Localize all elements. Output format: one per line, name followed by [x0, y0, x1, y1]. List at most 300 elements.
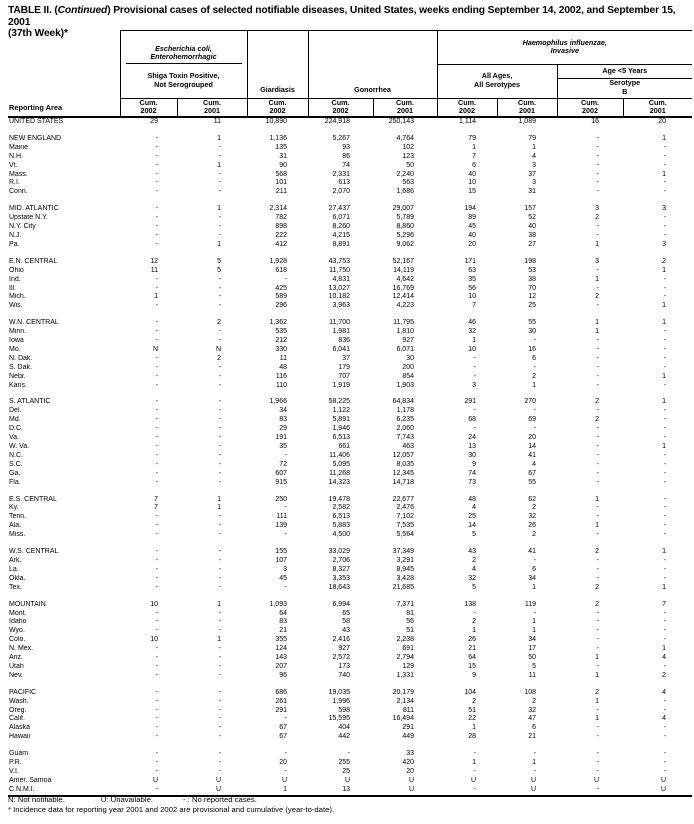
value-cell: - [663, 345, 667, 353]
all-ages-header: All Ages, All Serotypes [437, 64, 557, 98]
value-cell: 51 [468, 706, 476, 714]
value-cell: - [218, 293, 221, 301]
table-title-line2: (37th Week)* [8, 28, 68, 39]
value-cell: 1 [532, 143, 536, 151]
value-cell: 33,029 [328, 548, 350, 556]
value-cell: 2 [595, 600, 599, 608]
table-header [8, 31, 692, 118]
value-cell: - [218, 548, 221, 556]
value-cell: 1,178 [396, 407, 414, 415]
value-cell: 4,223 [396, 302, 414, 310]
value-cell: - [218, 706, 221, 714]
value-cell: - [218, 556, 221, 564]
area-cell: S.C. [9, 460, 23, 468]
value-cell: 1,966 [269, 398, 287, 406]
value-cell: 18,643 [328, 583, 350, 591]
value-cell: 14,323 [328, 478, 350, 486]
value-cell: 618 [275, 266, 287, 274]
value-cell: - [284, 768, 287, 775]
value-cell: 50 [406, 161, 414, 169]
value-cell: 19,478 [328, 495, 350, 503]
table-row [8, 188, 692, 197]
value-cell: - [596, 460, 599, 468]
value-cell: 8,260 [332, 223, 350, 231]
value-cell: 15,595 [328, 715, 350, 723]
value-cell: 47 [528, 715, 536, 723]
value-cell: 3 [595, 205, 599, 213]
table-row [8, 258, 692, 267]
title-main: ) Provisional cases of selected notifiable diseases, United States, weeks ending September 14, 2002, and September 15, 2001 [8, 5, 676, 28]
value-cell: 11,406 [329, 451, 350, 459]
value-cell: 563 [402, 179, 414, 187]
value-cell: 33 [406, 750, 414, 758]
value-cell: 2 [595, 583, 599, 591]
area-cell: UNITED STATES [9, 118, 64, 125]
value-cell: N [215, 345, 221, 353]
legend-unavailable: U: Unavailable. [100, 795, 153, 804]
value-cell: 191 [275, 434, 287, 442]
value-cell: - [155, 416, 158, 424]
value-cell: 51 [406, 627, 414, 635]
value-cell: 211 [275, 188, 287, 196]
value-cell: - [663, 460, 667, 468]
area-cell: E.S. CENTRAL [9, 495, 57, 503]
value-cell: 11,268 [329, 469, 350, 477]
value-cell: 74 [342, 161, 350, 169]
value-cell: 1 [217, 636, 221, 644]
value-cell: 16,769 [392, 284, 414, 292]
value-cell: 2,706 [332, 556, 350, 564]
value-cell: 8,327 [332, 565, 350, 573]
value-cell: 1 [532, 759, 536, 767]
value-cell: 10 [150, 636, 158, 644]
area-cell: C.N.M.I. [9, 785, 35, 793]
value-cell: - [218, 451, 221, 459]
value-cell: 86 [342, 152, 350, 160]
value-cell: 1 [532, 627, 536, 635]
value-cell: - [596, 513, 599, 521]
value-cell: 12 [528, 293, 536, 301]
value-cell: 1 [217, 495, 221, 503]
value-cell: 11,795 [393, 319, 414, 327]
table-row [8, 214, 692, 223]
value-cell: 5 [532, 662, 536, 670]
value-cell: - [218, 750, 221, 758]
cum-year-header: Cum. 2002 [120, 98, 177, 117]
value-cell: 2 [595, 398, 599, 406]
value-cell: 43 [342, 627, 350, 635]
value-cell: 11,700 [329, 319, 350, 327]
value-cell: 2 [532, 372, 536, 380]
value-cell: 31 [528, 188, 536, 196]
value-cell: - [473, 785, 476, 793]
table-row [8, 566, 692, 575]
value-cell: 35 [468, 275, 476, 283]
value-cell: - [218, 478, 221, 486]
value-cell: - [218, 627, 221, 635]
table-row [8, 724, 692, 733]
value-cell: - [533, 768, 536, 775]
value-cell: - [155, 645, 158, 653]
area-cell: Ariz. [9, 654, 23, 662]
value-cell: 8,035 [396, 460, 414, 468]
value-cell: 102 [402, 143, 414, 151]
value-cell: 17 [528, 645, 536, 653]
value-cell: 123 [402, 152, 414, 160]
value-cell: 5,296 [396, 231, 414, 239]
value-cell: - [155, 161, 158, 169]
value-cell: 16 [528, 345, 536, 353]
value-cell: 2,331 [332, 170, 350, 178]
value-cell: 14 [528, 443, 536, 450]
value-cell: 70 [528, 284, 536, 292]
cum-year-header: Cum. 2001 [373, 98, 437, 117]
value-cell: - [155, 407, 158, 415]
value-cell: 72 [279, 460, 287, 468]
table-row [8, 689, 692, 698]
value-cell: 20 [528, 434, 536, 442]
value-cell: 34 [528, 636, 536, 644]
value-cell: - [218, 143, 221, 151]
value-cell: 14,718 [392, 478, 414, 486]
value-cell: 11 [213, 118, 221, 125]
value-cell: 25 [468, 513, 476, 521]
area-cell: Kans. [9, 381, 27, 389]
value-cell: - [663, 416, 667, 424]
shiga-toxin-header: Shiga Toxin Positive, Not Serogrouped [120, 64, 247, 98]
value-cell: 2 [532, 697, 536, 705]
table-row [8, 117, 692, 127]
value-cell: - [533, 407, 536, 415]
value-cell: - [596, 662, 599, 670]
value-cell: 707 [338, 372, 350, 380]
value-cell: 661 [338, 443, 350, 450]
value-cell: 173 [338, 662, 350, 670]
value-cell: - [155, 460, 158, 468]
value-cell: 6 [532, 565, 536, 573]
value-cell: - [155, 513, 158, 521]
value-cell: 26 [528, 522, 536, 530]
value-cell: U [660, 785, 667, 793]
value-cell: U [530, 785, 536, 793]
value-cell: - [284, 275, 287, 283]
value-cell: - [155, 531, 158, 539]
value-cell: - [663, 161, 667, 169]
value-cell: 11,750 [329, 266, 350, 274]
value-cell: - [218, 565, 221, 573]
group-gap [8, 540, 692, 548]
value-cell: 194 [464, 205, 476, 213]
value-cell: 26 [468, 636, 476, 644]
value-cell: - [533, 363, 536, 371]
value-cell: - [663, 469, 667, 477]
value-cell: - [663, 609, 667, 617]
value-cell: - [663, 531, 667, 539]
value-cell: 157 [524, 205, 536, 213]
value-cell: 55 [528, 319, 536, 327]
value-cell: - [596, 188, 599, 196]
area-cell: NEW ENGLAND [9, 134, 62, 142]
value-cell: 2,572 [332, 654, 350, 662]
value-cell: - [155, 223, 158, 231]
area-cell: MID. ATLANTIC [9, 205, 59, 213]
value-cell: - [663, 179, 667, 187]
value-cell: - [663, 697, 667, 705]
value-cell: - [663, 381, 667, 389]
value-cell: - [473, 354, 476, 362]
value-cell: 38 [528, 275, 536, 283]
value-cell: - [663, 662, 667, 670]
table-body [8, 117, 692, 796]
value-cell: - [596, 425, 599, 433]
area-cell: Ga. [9, 469, 21, 477]
value-cell: 96 [279, 671, 287, 679]
value-cell: 1 [595, 697, 599, 705]
value-cell: 1 [532, 381, 536, 389]
table-row [8, 267, 692, 276]
value-cell: 1 [595, 275, 599, 283]
table-row [8, 654, 692, 663]
table-row [8, 135, 692, 144]
value-cell: - [663, 152, 667, 160]
value-cell: U [152, 776, 158, 784]
value-cell: 53 [528, 266, 536, 274]
value-cell: 1 [662, 548, 667, 556]
value-cell: - [155, 434, 158, 442]
value-cell: 32 [528, 706, 536, 714]
value-cell: - [155, 627, 158, 635]
value-cell: - [596, 531, 599, 539]
value-cell: 29 [150, 118, 158, 125]
value-cell: 35 [279, 443, 287, 450]
value-cell: 1 [472, 759, 476, 767]
value-cell: 1,919 [332, 381, 350, 389]
area-cell: D.C. [9, 425, 23, 433]
value-cell: 4 [662, 715, 667, 723]
area-cell: Upstate N.Y. [9, 214, 48, 222]
value-cell: - [155, 425, 158, 433]
value-cell: 11 [528, 671, 536, 679]
value-cell: 1,946 [332, 425, 350, 433]
value-cell: 1,089 [518, 118, 536, 125]
value-cell: - [596, 407, 599, 415]
area-cell: Pa. [9, 240, 20, 248]
value-cell: 1 [662, 443, 667, 450]
area-cell: MOUNTAIN [9, 600, 46, 608]
value-cell: 10 [468, 179, 476, 187]
value-cell: 3,428 [396, 574, 414, 582]
table-title-line1 [8, 5, 690, 28]
value-cell: - [155, 152, 158, 160]
area-cell: W.S. CENTRAL [9, 548, 59, 556]
area-cell: R.I. [9, 179, 20, 187]
title-continued: Continued [57, 5, 108, 16]
value-cell: 13 [342, 785, 350, 793]
value-cell: U [530, 776, 536, 784]
value-cell: - [596, 565, 599, 573]
value-cell: 101 [275, 179, 287, 187]
value-cell: - [218, 152, 221, 160]
value-cell: 1 [217, 600, 221, 608]
value-cell: 32 [468, 328, 476, 336]
value-cell: 58,225 [328, 398, 350, 406]
value-cell: 686 [275, 688, 287, 696]
value-cell: - [155, 381, 158, 389]
value-cell: - [663, 733, 667, 741]
value-cell: 5 [217, 266, 221, 274]
serotype-b-header: Serotype B [557, 78, 692, 98]
value-cell: 34 [528, 574, 536, 582]
value-cell: 20 [658, 118, 667, 125]
value-cell: 64 [468, 654, 476, 662]
value-cell: 5,789 [396, 214, 414, 222]
legend-line [8, 795, 690, 805]
value-cell: U [215, 776, 221, 784]
value-cell: - [596, 627, 599, 635]
value-cell: 613 [338, 179, 350, 187]
value-cell: - [663, 425, 667, 433]
value-cell: 224,918 [324, 118, 350, 125]
value-cell: - [663, 223, 667, 231]
value-cell: 40 [468, 170, 476, 178]
group-gap [8, 127, 692, 135]
value-cell: - [596, 451, 599, 459]
table-row [8, 663, 692, 672]
area-cell: Del. [9, 407, 22, 415]
value-cell: - [218, 671, 221, 679]
value-cell: 3 [662, 205, 667, 213]
title-prefix: TABLE II. ( [8, 5, 58, 16]
value-cell: - [663, 188, 667, 196]
area-cell: Oreg. [9, 706, 27, 714]
value-cell: 2 [595, 293, 599, 301]
value-cell: - [218, 231, 221, 239]
area-cell: Wis. [9, 302, 23, 310]
value-cell: 291 [275, 706, 287, 714]
value-cell: - [596, 372, 599, 380]
table-row [8, 241, 692, 250]
value-cell: 2,314 [269, 205, 287, 213]
asterisk-footnote: * Incidence data for reporting year 2001 and 2002 are provisional and cumulative (year-to-date). [8, 805, 335, 814]
area-cell: Md. [9, 416, 21, 424]
value-cell: 65 [342, 609, 350, 617]
value-cell: - [663, 522, 667, 530]
value-cell: 1 [217, 504, 221, 512]
value-cell: - [218, 214, 221, 222]
value-cell: 37 [528, 170, 536, 178]
table-row [8, 618, 692, 627]
value-cell: 5 [472, 531, 476, 539]
value-cell: - [663, 328, 667, 336]
value-cell: 607 [275, 469, 287, 477]
value-cell: - [663, 750, 667, 758]
value-cell: 32 [468, 574, 476, 582]
value-cell: 20 [279, 759, 287, 767]
value-cell: 404 [338, 724, 350, 732]
area-cell: Alaska [9, 724, 31, 732]
value-cell: 291 [464, 398, 476, 406]
value-cell: 2 [662, 671, 667, 679]
value-cell: 442 [338, 733, 350, 741]
value-cell: - [596, 504, 599, 512]
value-cell: 2 [217, 354, 221, 362]
value-cell: - [155, 363, 158, 371]
table-row [8, 461, 692, 470]
value-cell: 6,041 [332, 345, 350, 353]
value-cell: - [218, 645, 221, 653]
value-cell: - [218, 724, 221, 732]
value-cell: - [596, 618, 599, 626]
value-cell: - [155, 759, 158, 767]
value-cell: - [218, 469, 221, 477]
value-cell: U [660, 776, 667, 784]
value-cell: 43 [468, 548, 476, 556]
value-cell: 5,891 [332, 416, 350, 424]
value-cell: 5,564 [396, 531, 414, 539]
value-cell: 27,437 [328, 205, 350, 213]
value-cell: - [596, 345, 599, 353]
value-cell: - [533, 556, 536, 564]
value-cell: - [218, 188, 221, 196]
value-cell: 20,179 [392, 688, 414, 696]
value-cell: 568 [275, 170, 287, 178]
table-row [8, 557, 692, 566]
group-gap [8, 197, 692, 205]
value-cell: - [155, 768, 158, 775]
value-cell: - [218, 425, 221, 433]
value-cell: - [533, 337, 536, 345]
table-row [8, 496, 692, 505]
value-cell: - [596, 337, 599, 345]
area-cell: Utah [9, 662, 24, 670]
value-cell: 12,345 [392, 469, 414, 477]
ecoli-group-header: Escherichia coli, Enterohemorrhagic [120, 31, 247, 65]
value-cell: 4 [532, 460, 536, 468]
value-cell: - [155, 134, 158, 142]
value-cell: 21 [279, 627, 287, 635]
area-cell: Wyo. [9, 627, 25, 635]
area-cell: W. Va. [9, 443, 30, 450]
table-row [8, 416, 692, 425]
value-cell: 79 [528, 134, 536, 142]
value-cell: 1 [154, 293, 158, 301]
value-cell: 2,240 [396, 170, 414, 178]
value-cell: 6 [532, 354, 536, 362]
value-cell: 854 [402, 372, 414, 380]
value-cell: 927 [402, 337, 414, 345]
value-cell: - [663, 451, 667, 459]
value-cell: - [596, 302, 599, 310]
area-cell: E.N. CENTRAL [9, 257, 58, 265]
value-cell: 4,642 [396, 275, 414, 283]
value-cell: 79 [468, 134, 476, 142]
area-cell: W.N. CENTRAL [9, 319, 59, 327]
value-cell: - [155, 284, 158, 292]
value-cell: - [155, 548, 158, 556]
value-cell: 3 [472, 381, 476, 389]
value-cell: 7,535 [396, 522, 414, 530]
value-cell: 7 [472, 302, 476, 310]
value-cell: 4,500 [332, 531, 350, 539]
value-cell: 7 [154, 504, 158, 512]
value-cell: 2,238 [396, 636, 414, 644]
area-cell: Ala. [9, 522, 22, 530]
table-row [8, 707, 692, 716]
value-cell: - [663, 574, 667, 582]
value-cell: 25 [342, 768, 350, 775]
area-cell: Nev. [9, 671, 23, 679]
area-cell: Maine [9, 143, 29, 151]
